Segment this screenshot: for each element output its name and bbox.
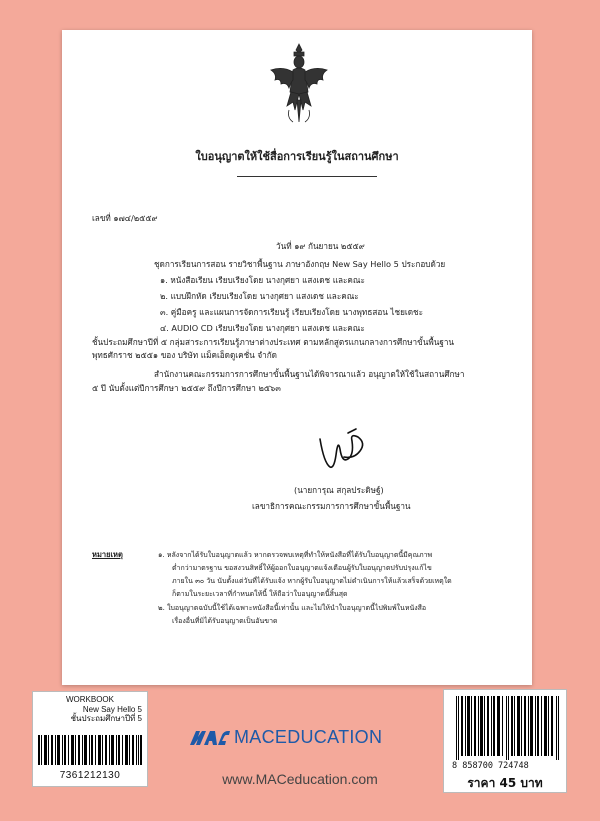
note-line: ก็ตามในระยะเวลาที่กำหนดให้นี้ ให้ถือว่าใบอนุญาตนี้สิ้นสุด: [172, 590, 348, 598]
list-item: ๓. คู่มือครู และแผนการจัดการเรียนรู้ เรียบเรียงโดย นางพุทธสอน ไชยเดชะ: [160, 307, 423, 317]
list-item: ๒. แบบฝึกหัด เรียบเรียงโดย นางกุศยา แสงเดช และคณะ: [160, 291, 359, 301]
isbn-number: 8 858700 724748: [452, 761, 529, 771]
document-title: ใบอนุญาตให้ใช้สื่อการเรียนรู้ในสถานศึกษา: [195, 150, 399, 163]
isbn-barcode-box: [443, 689, 567, 793]
title-underline: [237, 176, 377, 177]
price-label: ราคา 45 บาท: [467, 776, 543, 790]
note-line: ภายใน ๓๐ วัน นับตั้งแต่วันที่ได้รับแจ้ง หากผู้รับใบอนุญาตไม่ดำเนินการให้แล้วเสร็จด้วยเหตุใด: [172, 577, 452, 585]
signature-image: [314, 425, 374, 475]
paragraph-line: สำนักงานคณะกรรมการการศึกษาขั้นพื้นฐานได้พิจารณาแล้ว อนุญาตให้ใช้ในสถานศึกษา: [154, 369, 465, 379]
signer-name: (นายการุณ สกุลประดิษฐ์): [294, 485, 384, 495]
mac-logo-icon: [190, 729, 230, 745]
list-item: ๑. หนังสือเรียน เรียบเรียงโดย นางกุศยา แสงเดช และคณะ: [160, 275, 365, 285]
note-line: เรื่องอื่นที่มิได้รับอนุญาตเป็นอันขาด: [172, 617, 278, 625]
paragraph-line: ๕ ปี นับตั้งแต่ปีการศึกษา ๒๕๕๙ ถึงปีการศึกษา ๒๕๖๓: [92, 383, 281, 393]
reference-number: เลขที่ ๑๗๔/๒๕๕๙: [92, 213, 158, 223]
publisher-website[interactable]: www.MACeducation.com: [222, 771, 378, 787]
workbook-grade: ชั้นประถมศึกษาปีที่ 5: [70, 714, 142, 723]
workbook-code: 7361212130: [59, 770, 121, 781]
paragraph-line: พุทธศักราช ๒๕๕๑ ของ บริษัท แม็คเอ็ดดูเคชั่น จำกัด: [92, 350, 277, 360]
paragraph-line: ชั้นประถมศึกษาปีที่ ๕ กลุ่มสาระการเรียนรู้ภาษาต่างประเทศ ตามหลักสูตรแกนกลางการศึกษาขั้นพื้นฐาน: [92, 337, 455, 347]
document-date: วันที่ ๑๙ กันยายน ๒๕๕๙: [276, 241, 365, 251]
garuda-emblem-icon: [267, 40, 331, 132]
workbook-label: WORKBOOK: [65, 695, 114, 704]
note-line: ๒. ใบอนุญาตฉบับนี้ใช้ได้เฉพาะหนังสือนี้เท่านั้น และไม่ให้นำใบอนุญาตนี้ไปพิมพ์ในหนังสือ: [158, 604, 427, 612]
notes-label: หมายเหตุ: [92, 550, 123, 559]
publisher-name: MACEDUCATION: [234, 727, 383, 747]
workbook-series: New Say Hello 5: [82, 704, 142, 714]
note-line: ๑. หลังจากได้รับใบอนุญาตแล้ว หากตรวจพบเหตุที่ทำให้หนังสือที่ได้รับใบอนุญาตนี้มีคุณภาพ: [158, 551, 433, 559]
isbn-barcode-icon: [456, 696, 560, 760]
small-barcode-icon: [38, 735, 142, 765]
license-document: [62, 30, 532, 685]
intro-line: ชุดการเรียนการสอน รายวิชาพื้นฐาน ภาษาอังกฤษ New Say Hello 5 ประกอบด้วย: [154, 259, 446, 269]
signer-title: เลขาธิการคณะกรรมการการศึกษาขั้นพื้นฐาน: [252, 501, 411, 511]
publisher-logo: [190, 727, 412, 749]
list-item: ๔. AUDIO CD เรียบเรียงโดย นางกุศยา แสงเดช และคณะ: [160, 323, 365, 333]
note-line: ต่ำกว่ามาตรฐาน ขอสงวนสิทธิ์ให้ผู้ออกใบอนุญาตแจ้งเตือนผู้รับใบอนุญาตปรับปรุงแก้ไข: [172, 564, 432, 572]
